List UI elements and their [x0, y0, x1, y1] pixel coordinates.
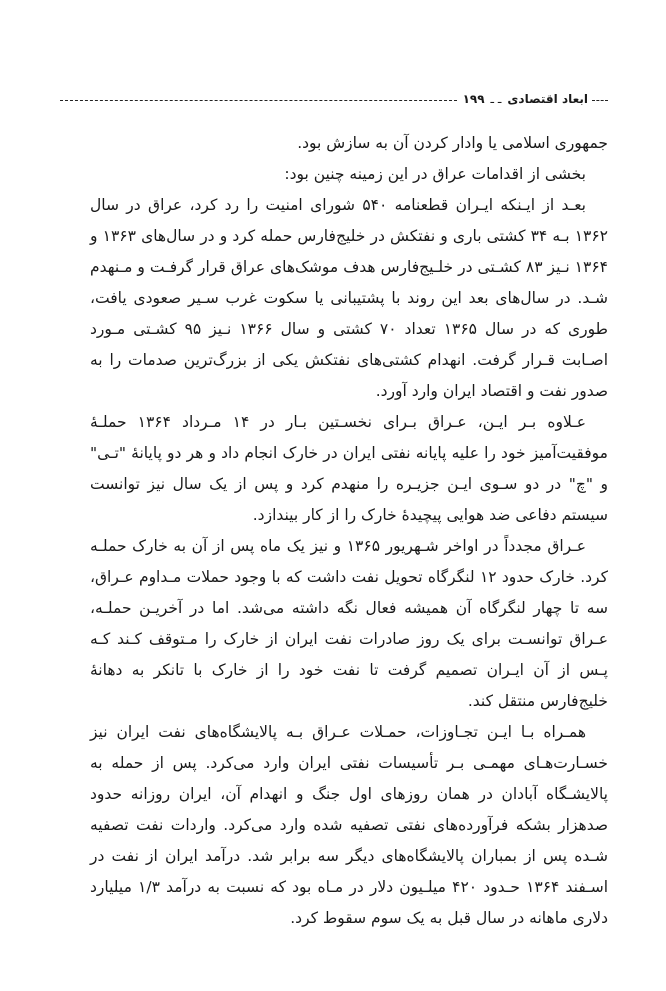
paragraph: عـراق مجدداً در اواخر شـهریور ۱۳۶۵ و نیز یک ماه پس از آن به خارک حملـه کرد. خارک حدود ۱۲ لنگرگاه تحویل نفت داشت که با وجود حملات مـداوم عـراق، سه تا چهار لنگرگاه آن همیشه فعال نگه داشته می‌شد. اما در آخریـن حملـه، عـراق توانسـت برای یک روز صادرات نفت ایران از خارک را مـتوقف کـند کـه پـس از آن ایـران تصمیم گرفت تا نفت خود را از خارک با تانکر به دهانهٔ خلیج‌فارس منتقل کند.: [90, 537, 608, 710]
paragraph: همـراه بـا ایـن تجـاوزات، حمـلات عـراق بـه پالایشگاه‌های نفت ایران نیز خسـارت‌هـای مهمـی بـر تأسیسات نفتی ایران وارد می‌کرد. پس از حمله به پالایشـگاه آبادان در همان روزهای اول جنگ و انهدام آن، ایران روزانه حدود صدهزار بشکه فرآورده‌های نفتی تصفیه شده وارد می‌کرد. واردات نفت تصفیه شـده پس از بمباران پالایشگاه‌های دیگر سه برابر شد. درآمد ایران از نفت در اسـفند ۱۳۶۴ حـدود ۴۲۰ میلـیون دلار در مـاه بود که نسبت به درآمد ۱/۳ میلیارد دلاری ماهانه در سال قبل به یک سوم سقوط کرد.: [90, 723, 609, 927]
header-lead-rule: [592, 100, 608, 101]
header-separator: ـ ـ: [490, 92, 502, 106]
running-header: [60, 88, 608, 110]
page-number: ۱۹۹: [462, 92, 485, 106]
paragraph: جمهوری اسلامی یا وادار کردن آن به سازش بود.: [297, 134, 608, 152]
header-rule: [60, 100, 457, 101]
body-text: [90, 128, 608, 934]
header-title: ابعاد اقتصادی: [507, 92, 588, 106]
paragraph: بعـد از ایـنکه ایـران قطعنامه ۵۴۰ شورای امنیت را رد کرد، عراق در سال ۱۳۶۲ بـه ۳۴ کشتی باری و نفتکش در خلیج‌فارس حمله کرد و در سال‌های ۱۳۶۳ و ۱۳۶۴ نـیز ۸۳ کشـتی در خلـیج‌فارس هدف موشک‌های عراق قرار گرفـت و مـنهدم شـد. در سال‌های بعد این روند با پشتیبانی یا سکوت غرب سـیر صعودی یافت، طوری که در سال ۱۳۶۵ تعداد ۷۰ کشتی و سال ۱۳۶۶ نـیز ۹۵ کشـتی مـورد اصـابت قـرار گرفت. انهدام کشتی‌های نفتکش یکی از بزرگ‌ترین صدمات را به صدور نفت و اقتصاد ایران وارد آورد.: [90, 196, 608, 400]
paragraph: عـلاوه بـر ایـن، عـراق بـرای نخسـتین بـار در ۱۴ مـرداد ۱۳۶۴ حملـهٔ موفقیت‌آمیز خود را علیه پایانه نفتی ایران در خارک انجام داد و هر دو پایانهٔ "تـی" و "چ" در دو سـوی ایـن جزیـره را منهدم کرد و پس از یک سال نیز توانست سیستم دفاعی ضد هوایی پیچیدهٔ خارک را از کار بیندازد.: [90, 413, 608, 524]
paragraph: بخشی از اقدامات عراق در این زمینه چنین بود:: [284, 165, 586, 183]
